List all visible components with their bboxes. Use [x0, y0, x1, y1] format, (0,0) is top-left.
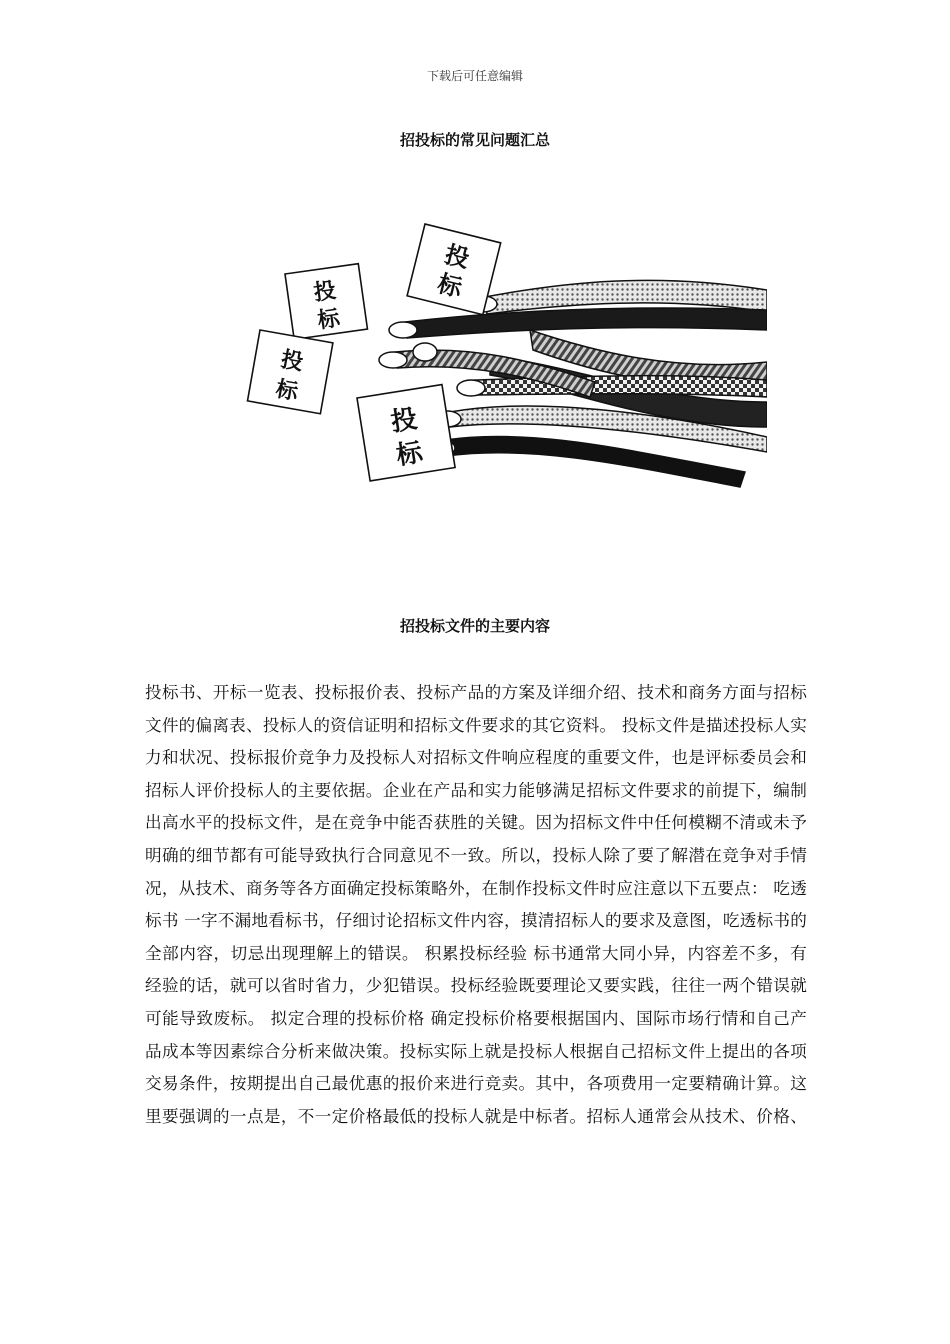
body-paragraph	[145, 677, 807, 1133]
svg-text:投: 投	[312, 278, 338, 307]
header-note: 下载后可任意编辑	[426, 69, 523, 83]
paragraph-line: 全部内容，切忌出现理解上的错误。 积累投标经验 标书通常大同小异，内容差不多，有	[145, 943, 807, 963]
paragraph-line: 标书 一字不漏地看标书，仔细讨论招标文件内容，摸清招标人的要求及意图，吃透标书的	[145, 911, 807, 931]
paragraph-line: 文件的偏离表、投标人的资信证明和招标文件要求的其它资料。 投标文件是描述投标人实	[145, 715, 807, 735]
paragraph-line: 招标人评价投标人的主要依据。企业在产品和实力能够满足招标文件要求的前提下，编制	[145, 780, 807, 800]
paragraph-line: 经验的话，就可以省时省力，少犯错误。投标经验既要理论又要实践，往往一两个错误就	[145, 976, 807, 996]
paragraph-line: 明确的细节都有可能导致执行合同意见不一致。所以，投标人除了要了解潜在竞争对手情	[145, 845, 807, 865]
paragraph-line: 交易条件，按期提出自己最优惠的报价来进行竞卖。其中，各项费用一定要精确计算。这	[145, 1074, 807, 1094]
bidding-illustration	[235, 212, 767, 512]
paragraph-line: 里要强调的一点是，不一定价格最低的投标人就是中标者。招标人通常会从技术、价格、	[145, 1106, 807, 1126]
paragraph-line: 力和状况、投标报价竞争力及投标人对招标文件响应程度的重要文件，也是评标委员会和	[145, 748, 807, 768]
svg-text:标: 标	[394, 437, 425, 472]
svg-text:投: 投	[442, 240, 473, 274]
svg-text:标: 标	[273, 376, 300, 406]
paragraph-line: 品成本等因素综合分析来做决策。投标实际上就是投标人根据自己招标文件上提出的各项	[145, 1041, 807, 1061]
paragraph-line: 可能导致废标。 拟定合理的投标价格 确定投标价格要根据国内、国际市场行情和自己产	[145, 1008, 807, 1028]
section-title: 招投标文件的主要内容	[399, 617, 550, 635]
paragraph-line: 况，从技术、商务等各方面确定投标策略外，在制作投标文件时应注意以下五要点： 吃透	[145, 878, 807, 898]
svg-text:投: 投	[278, 347, 306, 376]
svg-text:标: 标	[434, 269, 465, 303]
paragraph-line: 出高水平的投标文件，是在竞争中能否获胜的关键。因为招标文件中任何模糊不清或未予	[145, 813, 807, 833]
document-title: 招投标的常见问题汇总	[399, 131, 550, 149]
svg-text:标: 标	[316, 305, 342, 334]
svg-text:投: 投	[388, 404, 420, 438]
paragraph-line: 投标书、开标一览表、投标报价表、投标产品的方案及详细介绍、技术和商务方面与招标	[145, 683, 807, 702]
